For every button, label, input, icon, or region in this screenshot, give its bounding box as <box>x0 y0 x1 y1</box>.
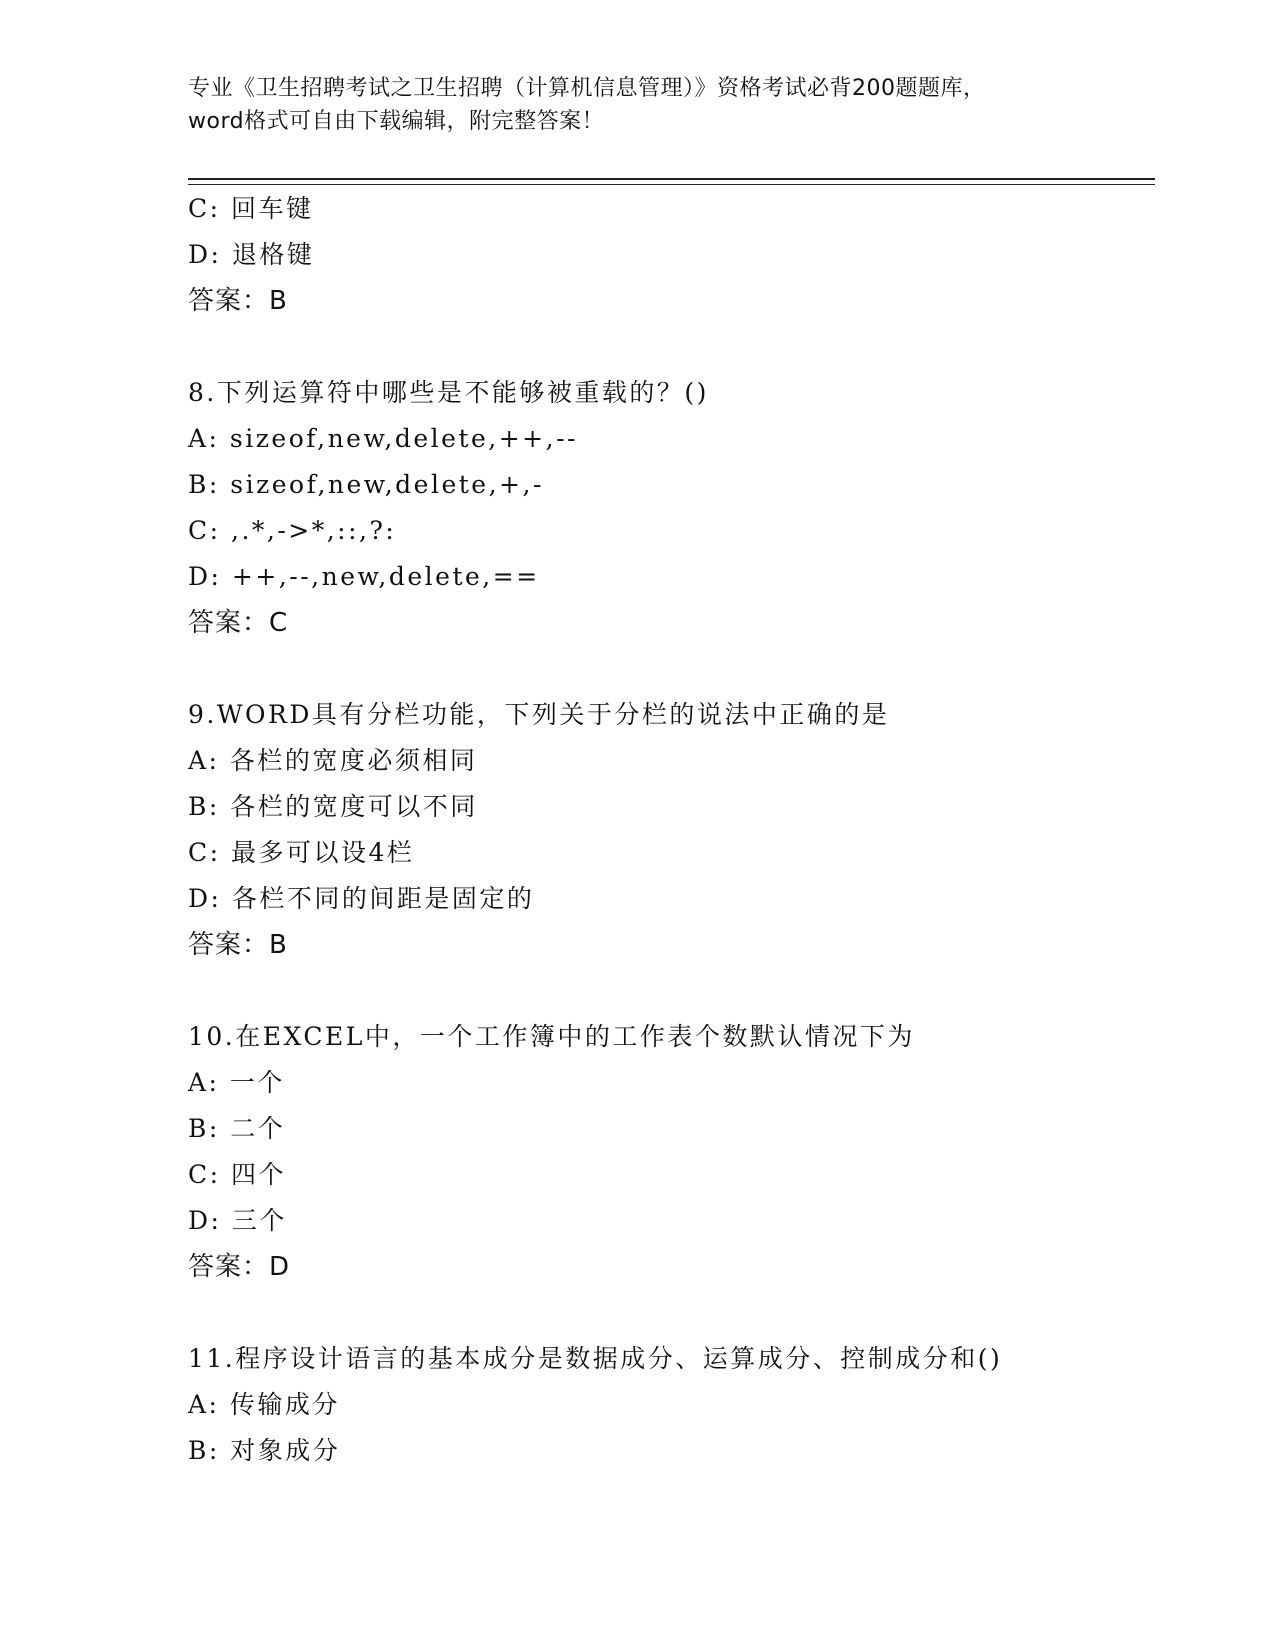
q8-option-b: B: sizeof,new,delete,+,- <box>188 470 544 499</box>
q10-option-a: A: 一个 <box>188 1068 285 1097</box>
spacer <box>188 324 1148 370</box>
q8-answer: 答案：C <box>188 608 289 638</box>
q11-question: 11.程序设计语言的基本成分是数据成分、运算成分、控制成分和() <box>188 1344 1003 1373</box>
prev-option-d: D: 退格键 <box>188 240 315 269</box>
q9-question: 9.WORD具有分栏功能，下列关于分栏的说法中正确的是 <box>188 700 890 729</box>
q10-answer: 答案：D <box>188 1252 291 1282</box>
question-list <box>188 186 1148 1474</box>
q10-option-b: B: 二个 <box>188 1114 286 1143</box>
header-rule-thick <box>188 178 1155 180</box>
q9-option-c: C: 最多可以设4栏 <box>188 838 415 867</box>
q10-option-d: D: 三个 <box>188 1206 287 1235</box>
q9-option-b: B: 各栏的宽度可以不同 <box>188 792 478 821</box>
spacer <box>188 646 1148 692</box>
q9-option-a: A: 各栏的宽度必须相同 <box>188 746 478 775</box>
q10-question: 10.在EXCEL中，一个工作簿中的工作表个数默认情况下为 <box>188 1022 915 1051</box>
spacer <box>188 968 1148 1014</box>
q8-question: 8.下列运算符中哪些是不能够被重载的？() <box>188 378 709 407</box>
spacer <box>188 1290 1148 1336</box>
prev-option-c: C: 回车键 <box>188 194 314 223</box>
q9-option-d: D: 各栏不同的间距是固定的 <box>188 884 535 913</box>
header-title-line-1: 专业《卫生招聘考试之卫生招聘（计算机信息管理）》资格考试必背200题题库， <box>188 76 986 101</box>
q11-option-b: B: 对象成分 <box>188 1436 341 1465</box>
page-header <box>188 72 1088 138</box>
prev-answer: 答案：B <box>188 286 288 316</box>
q8-option-a: A: sizeof,new,delete,++,-- <box>188 424 578 453</box>
q9-answer: 答案：B <box>188 930 288 960</box>
q8-option-c: C: ,.*,->*,::,?: <box>188 516 397 545</box>
header-rule-thin <box>188 184 1155 185</box>
q8-option-d: D: ++,--,new,delete,== <box>188 562 540 591</box>
header-title-line-2: word格式可自由下载编辑，附完整答案！ <box>188 109 605 134</box>
q11-option-a: A: 传输成分 <box>188 1390 340 1419</box>
q10-option-c: C: 四个 <box>188 1160 286 1189</box>
